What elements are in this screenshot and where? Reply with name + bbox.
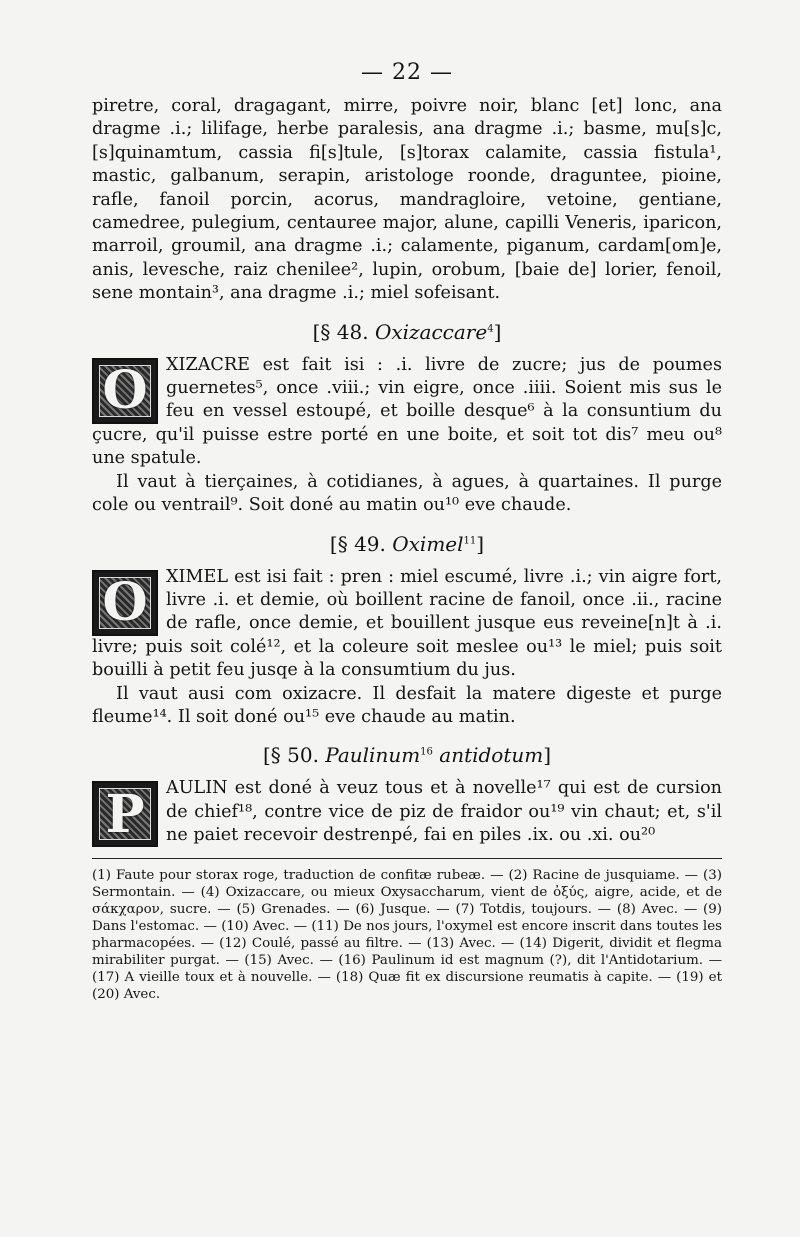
page-number: — 22 —: [361, 60, 453, 85]
footnotes: (1) Faute pour storax roge, traduction de confitæ rubeæ. — (2) Racine de jusquiame. — (3) Sermontain. — (4) Oxizaccare, ou mieux Oxysaccharum, vient de ὀξύς, aigre, acide, et de σάκχαρον, sucre. — (5) Grenades. — (6) Jusque. — (7) Totdis, toujours. — (8) Avec. — (9) Dans l'estomac. — (10) Avec. — (11) De nos jours, l'oxymel est encore inscrit dans toutes les pharmacopées. — (12) Coulé, passé au filtre. — (13) Avec. — (14) Digerit, dividit et flegma mirabiliter purgat. — (15) Avec. — (16) Paulinum id est magnum (?), dit l'Antidotarium. — (17) A vieille toux et à nouvelle. — (18) Quæ fit ex discursione reumatis à capite. — (19) et (20) Avec.: [92, 867, 722, 1002]
section-title-50: Paulinum: [325, 743, 421, 768]
paragraph: Il vaut ausi com oxizacre. Il desfait la matere digeste et purge fleume¹⁴. Il soit doné ou¹⁵ eve chaude au matin.: [92, 683, 722, 727]
intro-text: piretre, coral, dragagant, mirre, poivre noir, blanc [et] lonc, ana dragme .i.; lilifage, herbe paralesis, ana dragme .i.; basme, mu[s]c, [s]quinamtum, cassia fi[s]tule, [s]torax calamite, cassia fistula¹, mastic, galbanum, serapin, aristologe roonde, draguntee, pioine, rafle, fanoil porcin, acorus, mandragloire, vetoine, gentiane, camedree, pulegium, centauree major, alune, capilli Veneris, iparicon, marroil, groumil, ana dragme .i.; calamente, piganum, cardam[om]e, anis, levesche, raiz chenilee², lupin, orobum, [baie de] lorier, fenoil, sene montain³, ana dragme .i.; miel sofeisant.: [92, 96, 722, 304]
section-title-48: Oxizaccare: [374, 319, 488, 344]
ornamental-initial-o: O: [92, 358, 158, 424]
paragraph: Il vaut à tierçaines, à cotidianes, à agues, à quartaines. Il purge cole ou ventrail⁹. Soit doné au matin ou¹⁰ eve chaude.: [92, 471, 722, 516]
section-body-50: P AULIN est doné à veuz tous et à novelle¹⁷ qui est de cursion de chief¹⁸, contre vice de piz de fraidor ou¹⁹ vin chaut; et, s'il ne paiet recevoir destrenpé, fai en piles .ix. ou .xi. ou²⁰: [92, 777, 722, 847]
ornamental-initial-o: O: [92, 570, 158, 636]
first-word: XIZACRE: [166, 354, 250, 375]
first-word: XIMEL: [166, 566, 229, 587]
section-body-48: O XIZACRE est fait isi : .i. livre de zucre; jus de poumes guernetes⁵, once .viii.; vin eigre, once .iiii. Soient mis sus le feu en vessel estoupé, et boille desque⁶ à la consuntium du çucre, qu'il puisse estre porté en une boite, et soit tot dis⁷ meu ou⁸ une spatule. Il vaut à tierçaines, à cotidianes, à agues, à quartaines. Il purge cole ou ventrail⁹. Soit doné au matin ou¹⁰ eve chaude.: [92, 354, 722, 518]
first-word: AULIN: [166, 778, 228, 799]
footnote-divider: [92, 858, 722, 859]
page: [92, 60, 722, 1003]
section-body-49: O XIMEL est isi fait : pren : miel escumé, livre .i.; vin aigre fort, livre .i. et demie, où boillent racine de fanoil, once .ii., racine de rafle, once demie, et bouillent jusque eus reveine[n]t à .i. livre; puis soit colé¹², et la coleure soit meslee ou¹³ le miel; puis soit bouilli à petit feu jusqe à la consumtium du jus. Il vaut ausi com oxizacre. Il desfait la matere digeste et purge fleume¹⁴. Il soit doné ou¹⁵ eve chaude au matin.: [92, 566, 722, 730]
section-heading-50: [§ 50. Paulinum$^{16}$ antidotum]: [262, 743, 552, 768]
section-title-49: Oximel: [392, 531, 464, 556]
section-heading-49: [§ 49. Oximel$^{11}$]: [329, 531, 485, 556]
section-heading-48: [§ 48. Oxizaccare$^4$]: [312, 319, 502, 344]
ornamental-initial-p: P: [92, 781, 158, 847]
intro-paragraph: [92, 95, 722, 306]
